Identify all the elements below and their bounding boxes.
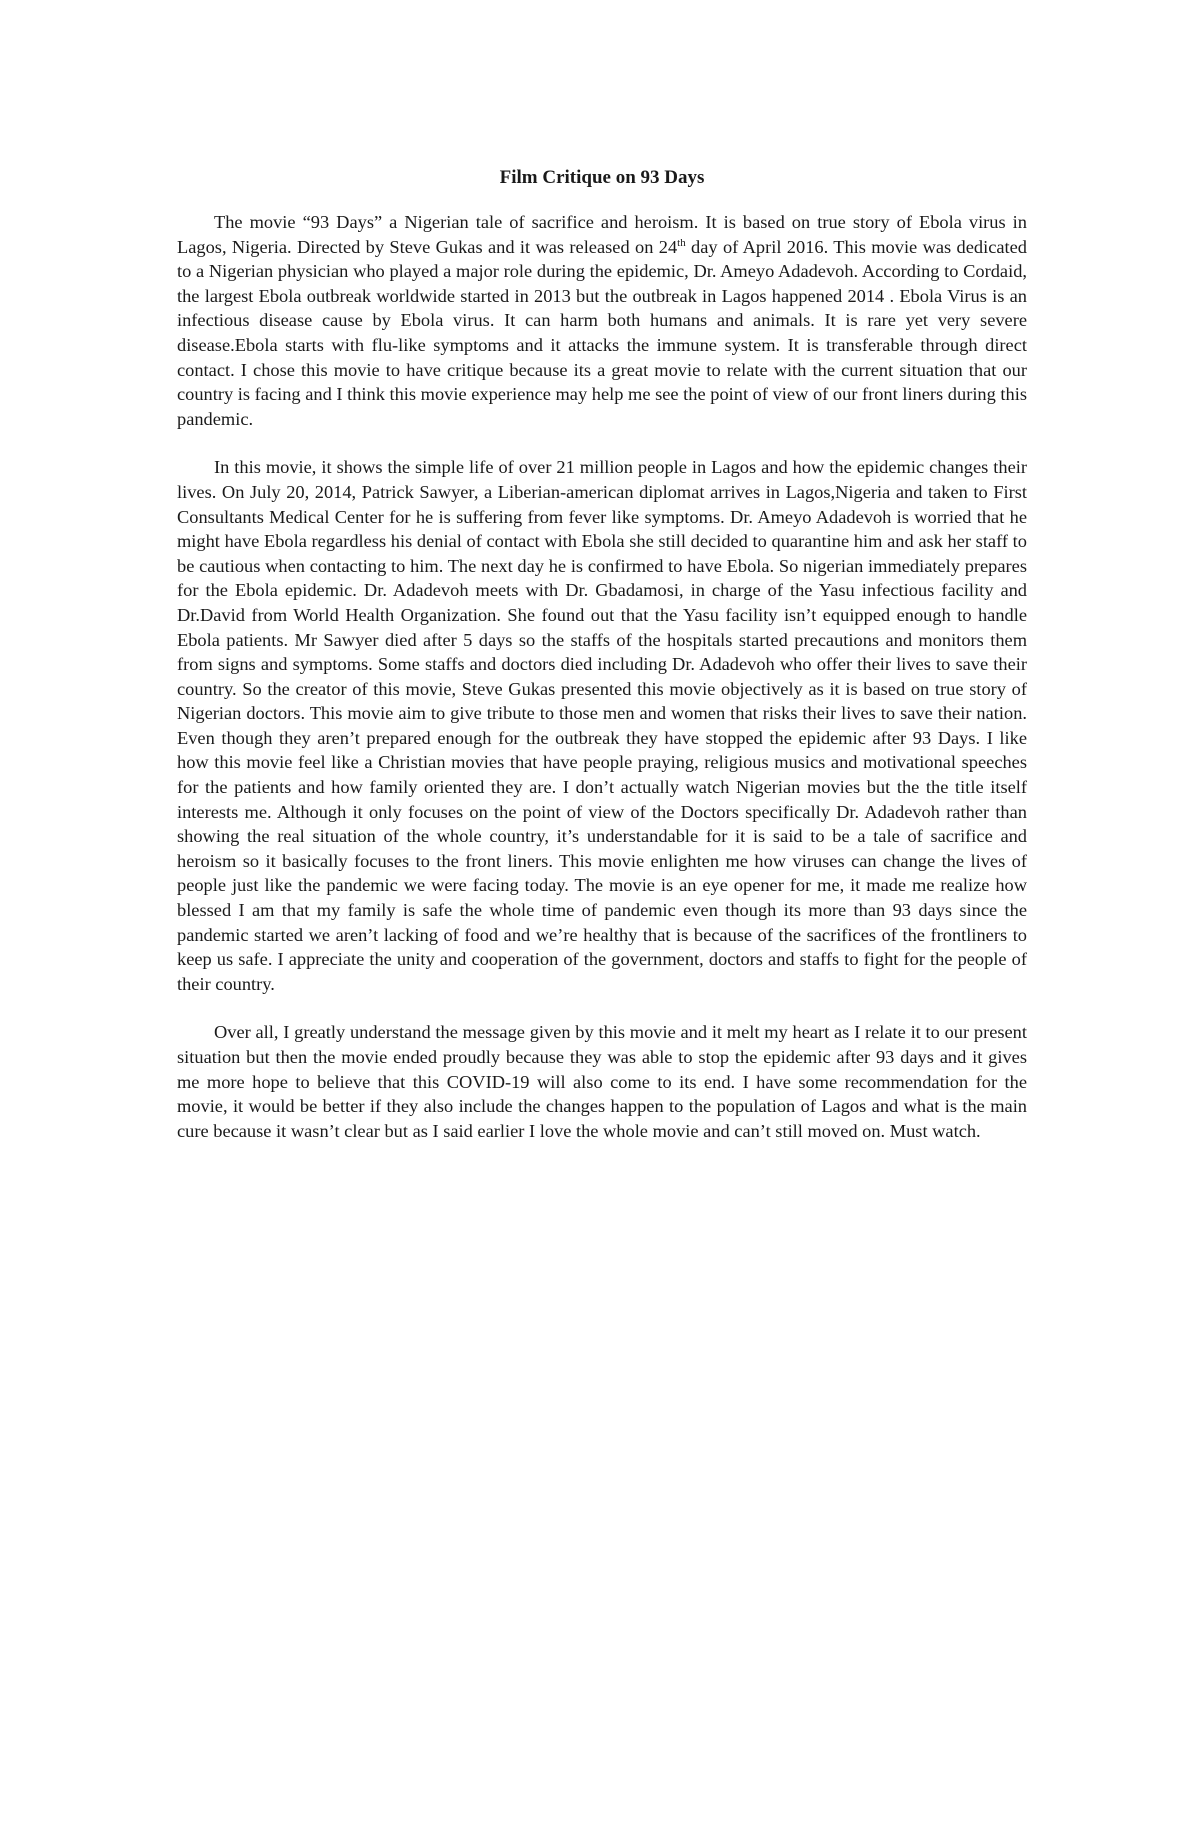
paragraph-summary: In this movie, it shows the simple life of over 21 million people in Lagos and how the epidemic changes their lives. On July 20, 2014, Patrick Sawyer, a Liberian-american diplomat arrives in Lagos,Nigeria and taken to First Consultants Medical Center for he is suffering from fever like symptoms. Dr. Ameyo Adadevoh is worried that he might have Ebola regardless his denial of contact with Ebola she still decided to quarantine him and ask her staff to be cautious when contacting to him. The next day he is confirmed to have Ebola. So nigerian immediately prepares for the Ebola epidemic. Dr. Adadevoh meets with Dr. Gbadamosi, in charge of the Yasu infectious facility and Dr.David from World Health Organization. She found out that the Yasu facility isn’t equipped enough to handle Ebola patients. Mr Sawyer died after 5 days so the staffs of the hospitals started precautions and monitors them from signs and symptoms. Some staffs and doctors died including Dr. Adadevoh who offer their lives to save their country. So the creator of this movie, Steve Gukas presented this movie objectively as it is based on true story of Nigerian doctors. This movie aim to give tribute to those men and women that risks their lives to save their nation. Even though they aren’t prepared enough for the outbreak they have stopped the epidemic after 93 Days. I like how this movie feel like a Christian movies that have people praying, religious musics and motivational speeches for the patients and how family oriented they are. I don’t actually watch Nigerian movies but the the title itself interests me. Although it only focuses on the point of view of the Doctors specifically Dr. Adadevoh rather than showing the real situation of the whole country, it’s understandable for it is said to be a tale of sacrifice and heroism so it basically focuses to the front liners. This movie enlighten me how viruses can change the lives of people just like the pandemic we were facing today. The movie is an eye opener for me, it made me realize how blessed I am that my family is safe the whole time of pandemic even though its more than 93 days since the pandemic started we aren’t lacking of food and we’re healthy that is because of the sacrifices of the frontliners to keep us safe. I appreciate the unity and cooperation of the government, doctors and staffs to fight for the people of their country. — [177, 457, 1027, 994]
paragraph-conclusion: Over all, I greatly understand the message given by this movie and it melt my heart as I relate it to our present situation but then the movie ended proudly because they was able to stop the epidemic after 93 days and it gives me more hope to believe that this COVID-19 will also come to its end. I have some recommendation for the movie, it would be better if they also include the changes happen to the population of Lagos and what is the main cure because it wasn’t clear but as I said earlier I love the whole movie and can’t still moved on. Must watch. — [177, 1022, 1027, 1141]
ordinal-superscript: th — [677, 236, 686, 249]
document-title: Film Critique on 93 Days — [499, 167, 705, 188]
paragraph-intro — [177, 210, 1027, 431]
paragraph-intro-text-start: The movie “93 Days” a Nigerian tale of sacrifice and heroism. It is based on true story of Ebola virus in Lagos, Nigeria. Directed by Steve Gukas and it was released on 24 — [177, 212, 1027, 257]
document-body — [177, 166, 1027, 1167]
paragraph-intro-text-end: day of April 2016. This movie was dedicated to a Nigerian physician who played a major role during the epidemic, Dr. Ameyo Adadevoh. According to Cordaid, the largest Ebola outbreak worldwide started in 2013 but the outbreak in Lagos happened 2014 . Ebola Virus is an infectious disease cause by Ebola virus. It can harm both humans and animals. It is rare yet very severe disease.Ebola starts with flu-like symptoms and it attacks the immune system. It is transferable through direct contact. I chose this movie to have critique because its a great movie to relate with the current situation that our country is facing and I think this movie experience may help me see the point of view of our front liners during this pandemic. — [177, 236, 1027, 429]
